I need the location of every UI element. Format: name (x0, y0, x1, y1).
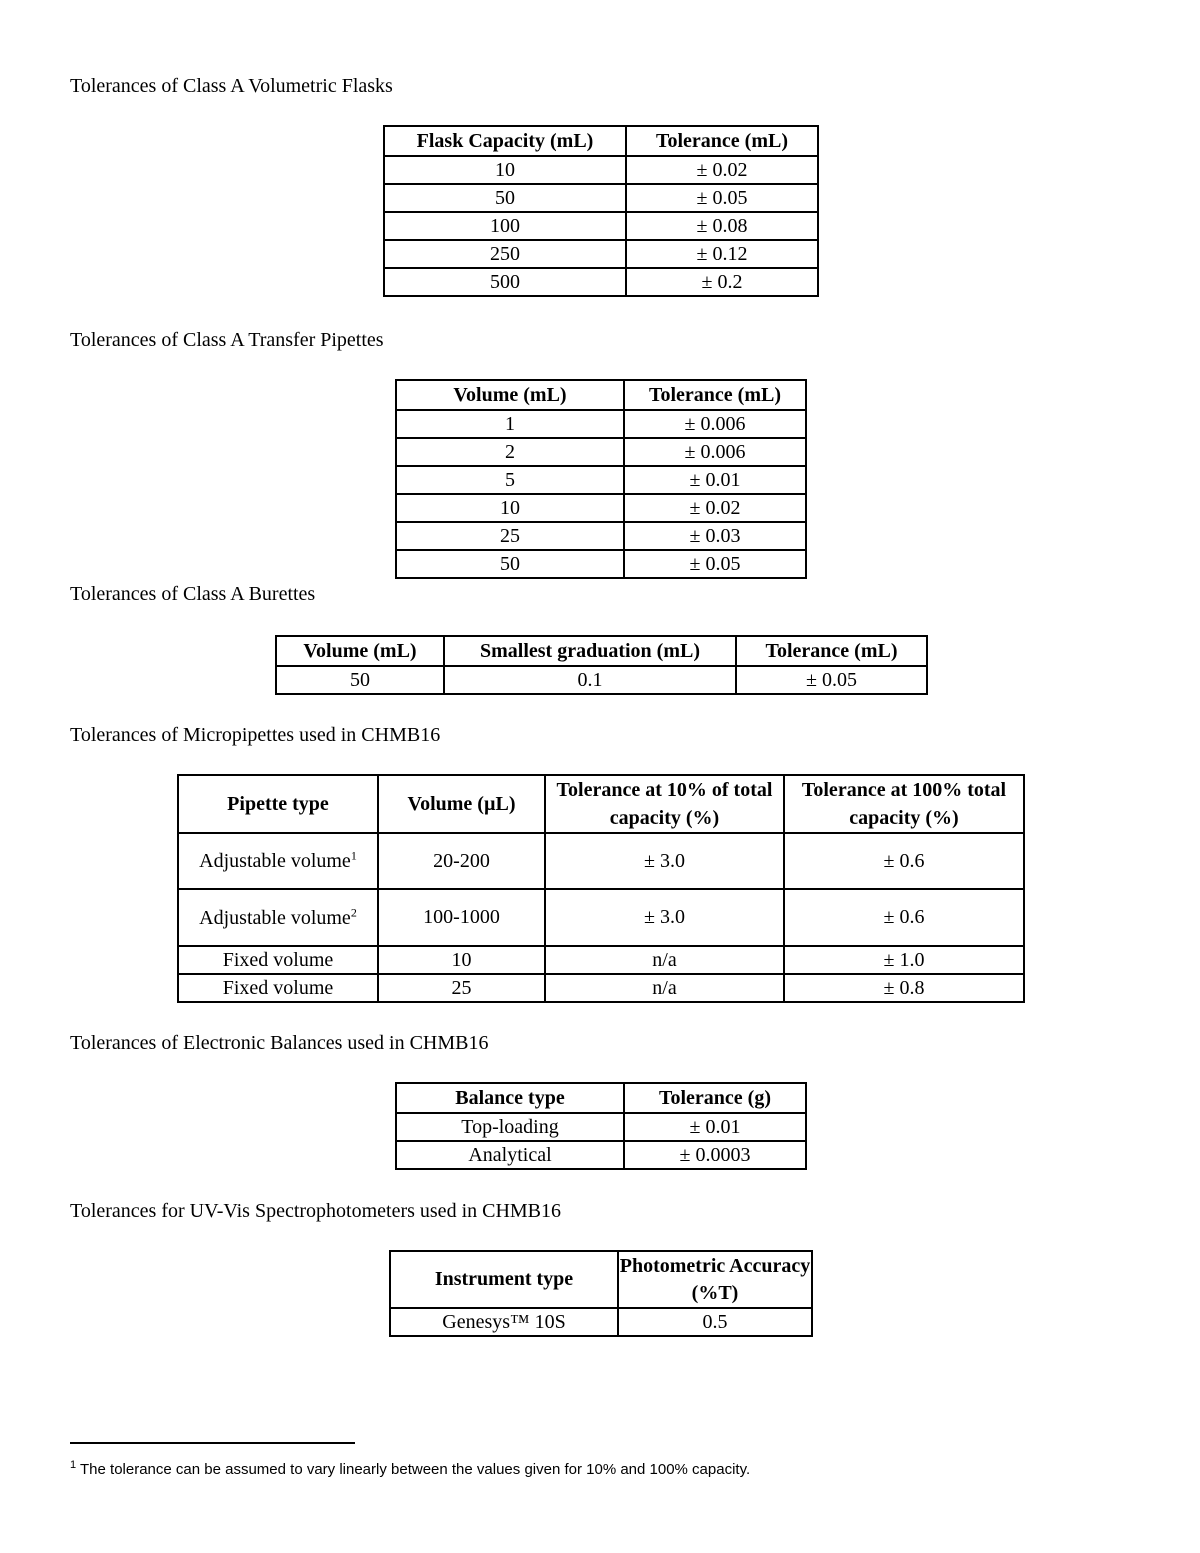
table-row (178, 974, 1024, 1002)
table-row (178, 833, 1024, 889)
column-header: Tolerance (g) (624, 1083, 806, 1113)
table-cell: 100-1000 (378, 889, 545, 946)
table-row (178, 946, 1024, 974)
table-cell: Analytical (396, 1141, 624, 1169)
column-header: Tolerance (mL) (624, 380, 806, 410)
table-cell: 2 (396, 438, 624, 466)
table-cell: ± 0.006 (624, 438, 806, 466)
table-balances (395, 1082, 807, 1170)
table-spectrophotometers (389, 1250, 813, 1337)
table-micropipettes (177, 774, 1025, 1003)
table-cell: 5 (396, 466, 624, 494)
table-cell: ± 0.08 (626, 212, 818, 240)
table-cell: Top-loading (396, 1113, 624, 1141)
column-header: Tolerance at 10% of total capacity (%) (545, 775, 784, 833)
column-header: Tolerance (mL) (626, 126, 818, 156)
table-cell: 50 (276, 666, 444, 694)
table-row (396, 1113, 806, 1141)
table-cell: ± 0.8 (784, 974, 1024, 1002)
table-cell: ± 0.006 (624, 410, 806, 438)
heading-spectrophotometers: Tolerances for UV-Vis Spectrophotometers used in CHMB16 (70, 1200, 562, 1222)
table-volumetric-flasks (383, 125, 819, 297)
table-cell: 10 (396, 494, 624, 522)
table-cell: 0.5 (618, 1308, 812, 1336)
table-burettes (275, 635, 928, 695)
table-cell: ± 3.0 (545, 833, 784, 889)
table-cell: Fixed volume (178, 946, 378, 974)
table-row (396, 1141, 806, 1169)
table-row (396, 438, 806, 466)
table-row (384, 240, 818, 268)
table-transfer-pipettes (395, 379, 807, 579)
heading-transfer-pipettes: Tolerances of Class A Transfer Pipettes (70, 329, 384, 351)
column-header: Balance type (396, 1083, 624, 1113)
table-cell: 25 (396, 522, 624, 550)
column-header: Flask Capacity (mL) (384, 126, 626, 156)
heading-volumetric-flasks: Tolerances of Class A Volumetric Flasks (70, 75, 393, 97)
table-row (396, 410, 806, 438)
table-cell: 20-200 (378, 833, 545, 889)
table-cell: ± 0.2 (626, 268, 818, 296)
table-cell: 10 (384, 156, 626, 184)
table-row (396, 550, 806, 578)
table-cell: ± 0.0003 (624, 1141, 806, 1169)
table-row (396, 494, 806, 522)
table-row (384, 184, 818, 212)
table-cell: ± 0.05 (736, 666, 927, 694)
table-cell: n/a (545, 974, 784, 1002)
table-cell (178, 833, 378, 889)
column-header: Pipette type (178, 775, 378, 833)
column-header: Tolerance (mL) (736, 636, 927, 666)
column-header: Volume (mL) (276, 636, 444, 666)
table-cell: 100 (384, 212, 626, 240)
table-row (384, 212, 818, 240)
footnote-marker: 1 (350, 848, 357, 863)
table-cell: ± 0.05 (624, 550, 806, 578)
table-cell: ± 0.03 (624, 522, 806, 550)
heading-micropipettes: Tolerances of Micropipettes used in CHMB16 (70, 724, 441, 746)
pipette-type-label: Adjustable volume (199, 906, 351, 929)
table-cell: ± 0.6 (784, 889, 1024, 946)
column-header: Volume (mL) (396, 380, 624, 410)
table-row (396, 466, 806, 494)
table-cell: 50 (384, 184, 626, 212)
column-header: Tolerance at 100% total capacity (%) (784, 775, 1024, 833)
table-cell: 25 (378, 974, 545, 1002)
table-cell: ± 0.02 (624, 494, 806, 522)
pipette-type-label: Adjustable volume (199, 850, 351, 872)
table-row (396, 522, 806, 550)
footnote-separator (70, 1442, 355, 1444)
column-header: Instrument type (390, 1251, 618, 1308)
footnote-text: The tolerance can be assumed to vary linearly between the values given for 10% and 100% capacity. (76, 1461, 751, 1478)
table-cell: 50 (396, 550, 624, 578)
table-cell: Genesys™ 10S (390, 1308, 618, 1336)
table-cell: ± 0.12 (626, 240, 818, 268)
table-cell: ± 0.02 (626, 156, 818, 184)
heading-burettes: Tolerances of Class A Burettes (70, 583, 316, 605)
table-row (384, 268, 818, 296)
table-row (390, 1308, 812, 1336)
table-cell: 250 (384, 240, 626, 268)
table-cell: n/a (545, 946, 784, 974)
table-row (178, 889, 1024, 946)
table-cell: 500 (384, 268, 626, 296)
heading-balances: Tolerances of Electronic Balances used in CHMB16 (70, 1032, 489, 1054)
table-cell: Fixed volume (178, 974, 378, 1002)
footnote-marker: 2 (350, 904, 357, 919)
table-cell: ± 3.0 (545, 889, 784, 946)
column-header: Smallest graduation (mL) (444, 636, 736, 666)
table-cell: 1 (396, 410, 624, 438)
table-cell: ± 0.01 (624, 1113, 806, 1141)
table-cell (178, 889, 378, 946)
table-row (276, 666, 927, 694)
footnote-marker: 1 (70, 1459, 77, 1471)
column-header: Volume (µL) (378, 775, 545, 833)
table-cell: ± 0.01 (624, 466, 806, 494)
table-cell: ± 0.6 (784, 833, 1024, 889)
footnote (70, 1461, 750, 1478)
table-cell: 0.1 (444, 666, 736, 694)
table-row (384, 156, 818, 184)
table-cell: 10 (378, 946, 545, 974)
column-header: Photometric Accuracy (%T) (618, 1251, 812, 1308)
table-cell: ± 0.05 (626, 184, 818, 212)
table-cell: ± 1.0 (784, 946, 1024, 974)
